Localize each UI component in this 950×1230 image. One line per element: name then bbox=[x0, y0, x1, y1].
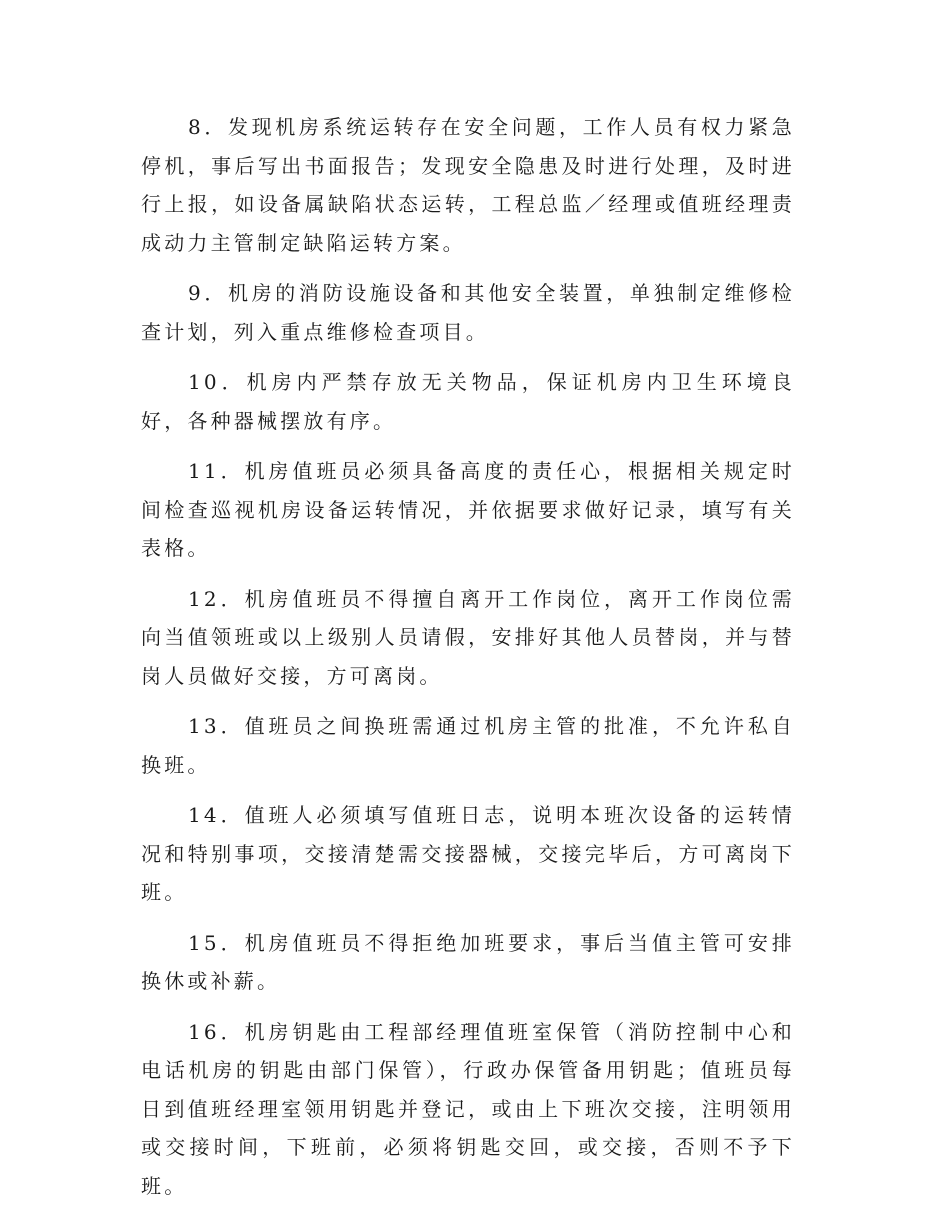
paragraph-item-16: 16．机房钥匙由工程部经理值班室保管（消防控制中心和电话机房的钥匙由部门保管），行政办保管备用钥匙；值班员每日到值班经理室领用钥匙并登记，或由上下班次交接，注明领用或交接时间，下班前，必须将钥匙交回，或交接，否则不予下班。 bbox=[141, 1019, 795, 1198]
paragraph-item-14: 14．值班人必须填写值班日志，说明本班次设备的运转情况和特别事项，交接清楚需交接器械，交接完毕后，方可离岗下班。 bbox=[141, 803, 795, 904]
paragraph-item-11: 11．机房值班员必须具备高度的责任心，根据相关规定时间检查巡视机房设备运转情况，并依据要求做好记录，填写有关表格。 bbox=[141, 459, 795, 560]
paragraph-item-10: 10．机房内严禁存放无关物品，保证机房内卫生环境良好，各种器械摆放有序。 bbox=[141, 370, 795, 433]
paragraph-item-12: 12．机房值班员不得擅自离开工作岗位，离开工作岗位需向当值领班或以上级别人员请假，安排好其他人员替岗，并与替岗人员做好交接，方可离岗。 bbox=[141, 586, 795, 688]
paragraph-item-9: 9．机房的消防设施设备和其他安全装置，单独制定维修检查计划，列入重点维修检查项目。 bbox=[141, 281, 795, 344]
paragraph-item-15: 15．机房值班员不得拒绝加班要求，事后当值主管可安排换休或补薪。 bbox=[141, 930, 795, 993]
paragraph-item-13: 13．值班员之间换班需通过机房主管的批准，不允许私自换班。 bbox=[141, 714, 795, 777]
paragraph-item-8: 8．发现机房系统运转存在安全问题，工作人员有权力紧急停机，事后写出书面报告；发现安全隐患及时进行处理，及时进行上报，如设备属缺陷状态运转，工程总监／经理或值班经理责成动力主管制定缺陷运转方案。 bbox=[141, 115, 795, 255]
document-body bbox=[141, 108, 795, 1217]
